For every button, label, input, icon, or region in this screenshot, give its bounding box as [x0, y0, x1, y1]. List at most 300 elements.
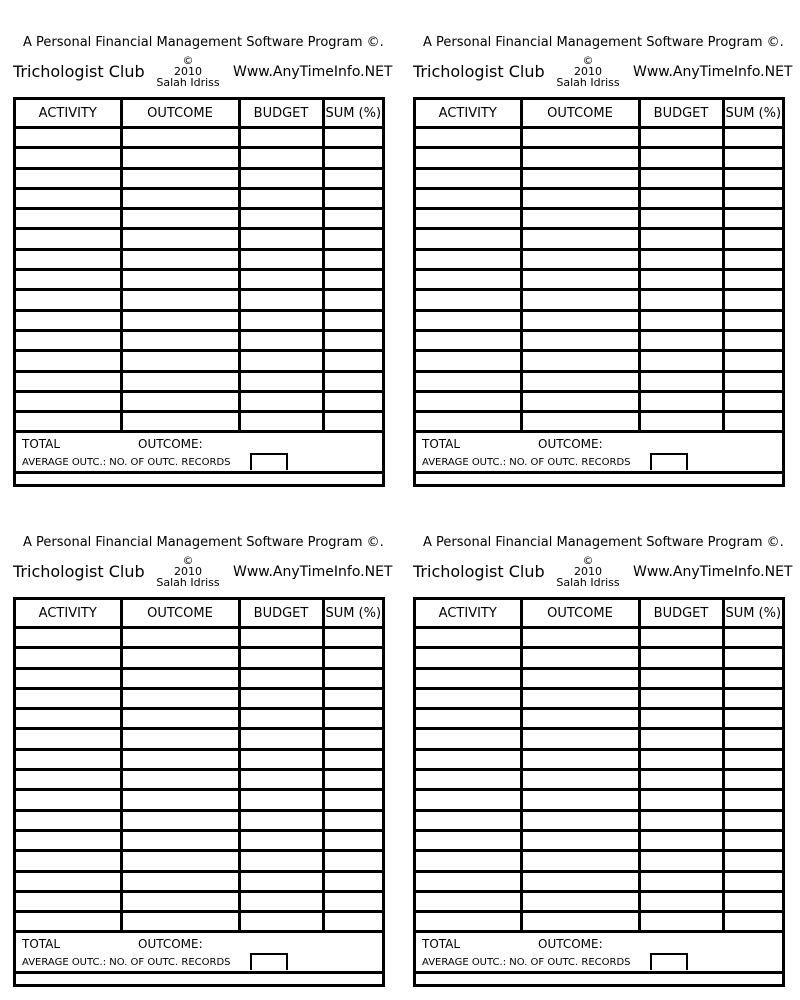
budget-sheet — [413, 597, 785, 987]
activity-cell[interactable] — [416, 310, 521, 330]
outcome-cell[interactable] — [521, 391, 639, 411]
sum-cell[interactable] — [723, 188, 782, 208]
outcome-cell[interactable] — [121, 729, 239, 749]
activity-cell[interactable] — [16, 310, 121, 330]
outcome-cell[interactable] — [121, 128, 239, 148]
table-row — [16, 790, 382, 810]
outcome-cell[interactable] — [121, 749, 239, 769]
sum-cell[interactable] — [723, 412, 782, 432]
budget-cell[interactable] — [639, 851, 723, 871]
budget-cell[interactable] — [239, 229, 323, 249]
budget-table — [16, 100, 382, 433]
budget-cell[interactable] — [239, 830, 323, 850]
activity-cell[interactable] — [416, 290, 521, 310]
sum-cell[interactable] — [723, 891, 782, 911]
budget-cell[interactable] — [639, 188, 723, 208]
outcome-cell[interactable] — [521, 729, 639, 749]
sum-cell[interactable] — [723, 729, 782, 749]
activity-cell[interactable] — [16, 148, 121, 168]
budget-cell[interactable] — [639, 229, 723, 249]
header-row — [416, 600, 782, 628]
sum-cell[interactable] — [723, 128, 782, 148]
budget-cell[interactable] — [239, 770, 323, 790]
outcome-cell[interactable] — [121, 912, 239, 932]
table-row — [16, 688, 382, 708]
activity-cell[interactable] — [16, 290, 121, 310]
sum-cell[interactable] — [723, 290, 782, 310]
sum-cell[interactable] — [723, 688, 782, 708]
column-header-budget: BUDGET — [239, 600, 323, 628]
outcome-cell[interactable] — [521, 371, 639, 391]
activity-cell[interactable] — [416, 412, 521, 432]
budget-card — [413, 0, 793, 468]
activity-cell[interactable] — [16, 810, 121, 830]
sum-cell[interactable] — [723, 709, 782, 729]
outcome-cell[interactable] — [121, 168, 239, 188]
outcome-cell[interactable] — [521, 628, 639, 648]
outcome-cell[interactable] — [121, 371, 239, 391]
sum-cell[interactable] — [323, 628, 382, 648]
table-row — [416, 688, 782, 708]
records-count-box[interactable] — [650, 953, 688, 970]
budget-cell[interactable] — [239, 148, 323, 168]
budget-cell[interactable] — [239, 912, 323, 932]
table-row — [416, 290, 782, 310]
column-header-outcome: OUTCOME — [521, 100, 639, 128]
table-row — [416, 628, 782, 648]
outcome-cell[interactable] — [121, 412, 239, 432]
website-url: Www.AnyTimeInfo.NET — [233, 564, 393, 580]
activity-cell[interactable] — [416, 668, 521, 688]
activity-cell[interactable] — [16, 412, 121, 432]
sum-cell[interactable] — [723, 912, 782, 932]
budget-cell[interactable] — [239, 128, 323, 148]
budget-cell[interactable] — [639, 891, 723, 911]
budget-cell[interactable] — [639, 249, 723, 269]
activity-cell[interactable] — [16, 749, 121, 769]
activity-cell[interactable] — [16, 371, 121, 391]
budget-cell[interactable] — [239, 790, 323, 810]
budget-cell[interactable] — [239, 330, 323, 350]
sum-cell[interactable] — [323, 851, 382, 871]
activity-cell[interactable] — [416, 371, 521, 391]
outcome-cell[interactable] — [121, 351, 239, 371]
outcome-cell[interactable] — [521, 310, 639, 330]
sum-cell[interactable] — [323, 209, 382, 229]
outcome-cell[interactable] — [121, 188, 239, 208]
activity-cell[interactable] — [16, 188, 121, 208]
column-header-activity: ACTIVITY — [416, 100, 521, 128]
activity-cell[interactable] — [16, 648, 121, 668]
budget-cell[interactable] — [239, 749, 323, 769]
table-row — [16, 810, 382, 830]
sum-cell[interactable] — [323, 729, 382, 749]
sum-cell[interactable] — [723, 871, 782, 891]
table-row — [16, 830, 382, 850]
activity-cell[interactable] — [16, 168, 121, 188]
outcome-cell[interactable] — [121, 668, 239, 688]
outcome-cell[interactable] — [121, 148, 239, 168]
activity-cell[interactable] — [416, 810, 521, 830]
activity-cell[interactable] — [416, 749, 521, 769]
outcome-cell[interactable] — [121, 770, 239, 790]
activity-cell[interactable] — [16, 830, 121, 850]
total-label: TOTAL — [22, 437, 61, 451]
outcome-cell[interactable] — [121, 209, 239, 229]
table-row — [16, 648, 382, 668]
outcome-total-label: OUTCOME: — [538, 937, 603, 951]
activity-cell[interactable] — [416, 229, 521, 249]
activity-cell[interactable] — [16, 628, 121, 648]
sum-cell[interactable] — [323, 790, 382, 810]
outcome-cell[interactable] — [121, 830, 239, 850]
budget-cell[interactable] — [239, 648, 323, 668]
budget-cell[interactable] — [239, 871, 323, 891]
sum-cell[interactable] — [723, 229, 782, 249]
records-count-box[interactable] — [250, 453, 288, 470]
sum-cell[interactable] — [323, 830, 382, 850]
copyright-symbol: © — [182, 54, 194, 67]
activity-cell[interactable] — [416, 168, 521, 188]
total-label: TOTAL — [422, 937, 461, 951]
outcome-cell[interactable] — [121, 391, 239, 411]
budget-cell[interactable] — [639, 168, 723, 188]
column-header-budget: BUDGET — [239, 100, 323, 128]
total-label: TOTAL — [422, 437, 461, 451]
activity-cell[interactable] — [16, 912, 121, 932]
outcome-cell[interactable] — [521, 168, 639, 188]
outcome-cell[interactable] — [121, 229, 239, 249]
activity-cell[interactable] — [16, 249, 121, 269]
column-header-activity: ACTIVITY — [16, 100, 121, 128]
sum-cell[interactable] — [323, 749, 382, 769]
outcome-cell[interactable] — [521, 330, 639, 350]
sum-cell[interactable] — [323, 871, 382, 891]
outcome-cell[interactable] — [121, 891, 239, 911]
outcome-cell[interactable] — [121, 330, 239, 350]
sum-cell[interactable] — [723, 749, 782, 769]
total-label: TOTAL — [22, 937, 61, 951]
activity-cell[interactable] — [416, 209, 521, 229]
activity-cell[interactable] — [16, 668, 121, 688]
outcome-cell[interactable] — [121, 709, 239, 729]
budget-cell[interactable] — [639, 351, 723, 371]
budget-cell[interactable] — [639, 668, 723, 688]
activity-cell[interactable] — [416, 851, 521, 871]
activity-cell[interactable] — [16, 871, 121, 891]
outcome-cell[interactable] — [521, 871, 639, 891]
budget-cell[interactable] — [239, 729, 323, 749]
budget-cell[interactable] — [639, 628, 723, 648]
sum-cell[interactable] — [323, 128, 382, 148]
outcome-cell[interactable] — [521, 891, 639, 911]
sum-cell[interactable] — [323, 391, 382, 411]
budget-cell[interactable] — [639, 412, 723, 432]
outcome-cell[interactable] — [521, 830, 639, 850]
sum-cell[interactable] — [323, 330, 382, 350]
budget-cell[interactable] — [639, 310, 723, 330]
activity-cell[interactable] — [416, 729, 521, 749]
sum-cell[interactable] — [323, 891, 382, 911]
outcome-cell[interactable] — [121, 688, 239, 708]
activity-cell[interactable] — [16, 330, 121, 350]
budget-cell[interactable] — [639, 790, 723, 810]
activity-cell[interactable] — [16, 729, 121, 749]
activity-cell[interactable] — [416, 270, 521, 290]
outcome-cell[interactable] — [521, 290, 639, 310]
activity-cell[interactable] — [416, 770, 521, 790]
activity-cell[interactable] — [16, 688, 121, 708]
activity-cell[interactable] — [16, 790, 121, 810]
table-row — [416, 209, 782, 229]
budget-cell[interactable] — [239, 628, 323, 648]
budget-cell[interactable] — [239, 810, 323, 830]
records-count-box[interactable] — [650, 453, 688, 470]
sum-cell[interactable] — [723, 351, 782, 371]
outcome-cell[interactable] — [521, 810, 639, 830]
activity-cell[interactable] — [416, 709, 521, 729]
outcome-cell[interactable] — [521, 851, 639, 871]
budget-cell[interactable] — [639, 688, 723, 708]
activity-cell[interactable] — [416, 188, 521, 208]
budget-cell[interactable] — [639, 128, 723, 148]
table-row — [16, 391, 382, 411]
table-row — [416, 790, 782, 810]
table-row — [416, 330, 782, 350]
activity-cell[interactable] — [16, 270, 121, 290]
activity-cell[interactable] — [416, 330, 521, 350]
outcome-cell[interactable] — [121, 270, 239, 290]
outcome-cell[interactable] — [121, 310, 239, 330]
table-row — [416, 912, 782, 932]
budget-cell[interactable] — [239, 709, 323, 729]
activity-cell[interactable] — [416, 148, 521, 168]
activity-cell[interactable] — [416, 249, 521, 269]
outcome-cell[interactable] — [521, 249, 639, 269]
activity-cell[interactable] — [416, 891, 521, 911]
totals-section — [416, 933, 782, 974]
activity-cell[interactable] — [416, 128, 521, 148]
activity-cell[interactable] — [416, 391, 521, 411]
table-row — [16, 209, 382, 229]
activity-cell[interactable] — [416, 648, 521, 668]
outcome-cell[interactable] — [521, 148, 639, 168]
budget-cell[interactable] — [639, 148, 723, 168]
budget-cell[interactable] — [639, 648, 723, 668]
outcome-cell[interactable] — [521, 688, 639, 708]
activity-cell[interactable] — [416, 351, 521, 371]
sum-cell[interactable] — [723, 209, 782, 229]
table-row — [416, 249, 782, 269]
outcome-cell[interactable] — [521, 188, 639, 208]
outcome-cell[interactable] — [521, 668, 639, 688]
table-row — [416, 770, 782, 790]
budget-cell[interactable] — [239, 371, 323, 391]
sum-cell[interactable] — [323, 412, 382, 432]
budget-cell[interactable] — [239, 290, 323, 310]
budget-cell[interactable] — [239, 391, 323, 411]
totals-section — [16, 433, 382, 474]
sum-cell[interactable] — [723, 668, 782, 688]
outcome-cell[interactable] — [521, 270, 639, 290]
activity-cell[interactable] — [416, 912, 521, 932]
outcome-cell[interactable] — [121, 871, 239, 891]
sum-cell[interactable] — [323, 148, 382, 168]
sum-cell[interactable] — [323, 270, 382, 290]
budget-cell[interactable] — [239, 351, 323, 371]
copyright-block — [153, 55, 223, 88]
sum-cell[interactable] — [723, 851, 782, 871]
budget-cell[interactable] — [239, 188, 323, 208]
table-row — [16, 371, 382, 391]
activity-cell[interactable] — [416, 688, 521, 708]
budget-cell[interactable] — [239, 412, 323, 432]
sum-cell[interactable] — [323, 668, 382, 688]
table-row — [416, 412, 782, 432]
outcome-cell[interactable] — [521, 790, 639, 810]
budget-cell[interactable] — [239, 310, 323, 330]
footer-row — [416, 974, 782, 984]
sum-cell[interactable] — [323, 310, 382, 330]
activity-cell[interactable] — [16, 391, 121, 411]
budget-cell[interactable] — [239, 688, 323, 708]
sum-cell[interactable] — [323, 371, 382, 391]
budget-cell[interactable] — [639, 749, 723, 769]
footer-row — [416, 474, 782, 484]
sum-cell[interactable] — [723, 790, 782, 810]
table-row — [416, 729, 782, 749]
copyright-block — [153, 555, 223, 588]
sum-cell[interactable] — [723, 371, 782, 391]
sum-cell[interactable] — [723, 148, 782, 168]
outcome-cell[interactable] — [521, 749, 639, 769]
sum-cell[interactable] — [323, 648, 382, 668]
budget-cell[interactable] — [239, 891, 323, 911]
column-header-activity: ACTIVITY — [16, 600, 121, 628]
sum-cell[interactable] — [323, 688, 382, 708]
budget-cell[interactable] — [639, 290, 723, 310]
budget-sheet — [13, 597, 385, 987]
activity-cell[interactable] — [16, 209, 121, 229]
outcome-cell[interactable] — [521, 351, 639, 371]
sum-cell[interactable] — [323, 770, 382, 790]
outcome-cell[interactable] — [121, 851, 239, 871]
budget-cell[interactable] — [239, 249, 323, 269]
outcome-cell[interactable] — [521, 709, 639, 729]
outcome-cell[interactable] — [521, 412, 639, 432]
activity-cell[interactable] — [16, 128, 121, 148]
activity-cell[interactable] — [416, 830, 521, 850]
sum-cell[interactable] — [723, 310, 782, 330]
table-row — [16, 168, 382, 188]
outcome-cell[interactable] — [121, 790, 239, 810]
outcome-cell[interactable] — [521, 229, 639, 249]
footer-row — [16, 974, 382, 984]
outcome-cell[interactable] — [521, 128, 639, 148]
budget-cell[interactable] — [639, 871, 723, 891]
budget-cell[interactable] — [639, 830, 723, 850]
budget-cell[interactable] — [239, 668, 323, 688]
activity-cell[interactable] — [416, 790, 521, 810]
records-count-box[interactable] — [250, 953, 288, 970]
budget-cell[interactable] — [639, 810, 723, 830]
activity-cell[interactable] — [16, 709, 121, 729]
activity-cell[interactable] — [16, 351, 121, 371]
budget-cell[interactable] — [239, 270, 323, 290]
sum-cell[interactable] — [723, 391, 782, 411]
sum-cell[interactable] — [723, 770, 782, 790]
outcome-cell[interactable] — [121, 648, 239, 668]
sum-cell[interactable] — [323, 351, 382, 371]
budget-cell[interactable] — [639, 729, 723, 749]
budget-cell[interactable] — [639, 709, 723, 729]
sum-cell[interactable] — [323, 810, 382, 830]
outcome-cell[interactable] — [121, 290, 239, 310]
activity-cell[interactable] — [416, 871, 521, 891]
table-row — [16, 891, 382, 911]
budget-cell[interactable] — [239, 851, 323, 871]
sum-cell[interactable] — [323, 912, 382, 932]
sum-cell[interactable] — [323, 709, 382, 729]
sum-cell[interactable] — [323, 249, 382, 269]
budget-cell[interactable] — [639, 391, 723, 411]
budget-cell[interactable] — [639, 270, 723, 290]
outcome-cell[interactable] — [521, 648, 639, 668]
table-row — [16, 628, 382, 648]
outcome-cell[interactable] — [521, 912, 639, 932]
table-row — [416, 749, 782, 769]
activity-cell[interactable] — [416, 628, 521, 648]
sum-cell[interactable] — [723, 628, 782, 648]
sum-cell[interactable] — [323, 168, 382, 188]
outcome-cell[interactable] — [121, 628, 239, 648]
sum-cell[interactable] — [323, 188, 382, 208]
activity-cell[interactable] — [16, 891, 121, 911]
budget-cell[interactable] — [639, 209, 723, 229]
sum-cell[interactable] — [723, 168, 782, 188]
activity-cell[interactable] — [16, 851, 121, 871]
sum-cell[interactable] — [323, 290, 382, 310]
sum-cell[interactable] — [723, 249, 782, 269]
budget-cell[interactable] — [639, 912, 723, 932]
budget-cell[interactable] — [239, 209, 323, 229]
activity-cell[interactable] — [16, 770, 121, 790]
sum-cell[interactable] — [323, 229, 382, 249]
sum-cell[interactable] — [723, 648, 782, 668]
budget-cell[interactable] — [239, 168, 323, 188]
copyright-year: 2010 — [574, 65, 602, 78]
website-url: Www.AnyTimeInfo.NET — [233, 64, 393, 80]
table-row — [416, 148, 782, 168]
table-row — [416, 128, 782, 148]
table-row — [16, 128, 382, 148]
outcome-cell[interactable] — [521, 770, 639, 790]
outcome-total-label: OUTCOME: — [138, 437, 203, 451]
budget-cell[interactable] — [639, 770, 723, 790]
budget-cell[interactable] — [639, 371, 723, 391]
header-row — [16, 100, 382, 128]
outcome-cell[interactable] — [121, 249, 239, 269]
sum-cell[interactable] — [723, 270, 782, 290]
budget-cell[interactable] — [639, 330, 723, 350]
sum-cell[interactable] — [723, 810, 782, 830]
author-name: Salah Idriss — [556, 76, 620, 89]
activity-cell[interactable] — [16, 229, 121, 249]
outcome-cell[interactable] — [521, 209, 639, 229]
outcome-cell[interactable] — [121, 810, 239, 830]
sum-cell[interactable] — [723, 830, 782, 850]
sum-cell[interactable] — [723, 330, 782, 350]
